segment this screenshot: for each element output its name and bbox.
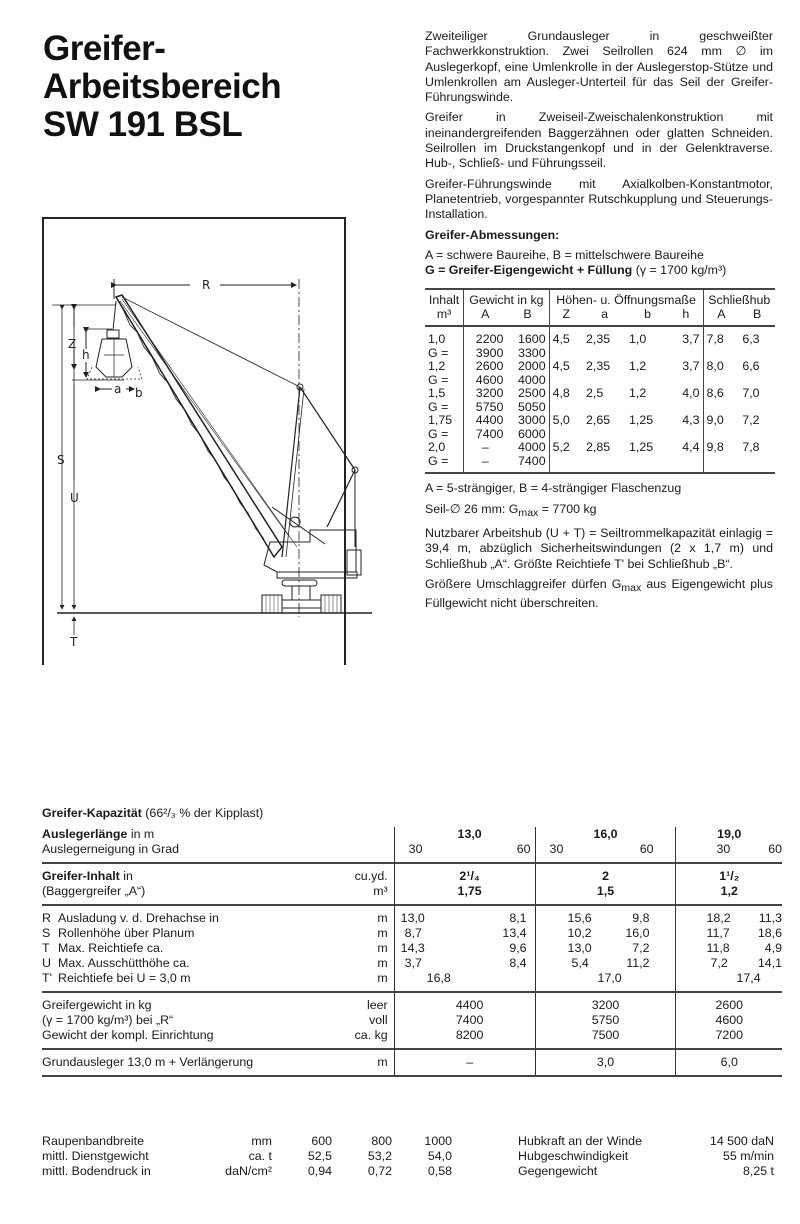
cell-a: 2,5: [586, 386, 604, 401]
cell-z: 5,0: [549, 414, 583, 428]
spec-val: 800: [371, 1134, 392, 1148]
dimensions-legend-2: [425, 263, 773, 278]
cell-hub-b: 6,3: [742, 332, 760, 347]
cell-weight-a: 4400: [464, 414, 507, 428]
cell-hub-a: 9,8: [703, 441, 739, 455]
val: 14,3: [400, 941, 425, 955]
note-seil: [425, 502, 773, 521]
note-4-post: aus Eigengewicht plus Füllgewicht nicht überschreiten.: [425, 576, 773, 611]
voll-16: 5750: [535, 1013, 676, 1028]
cell-b: 1,25: [629, 440, 654, 455]
cell-g-label: G =: [428, 426, 449, 441]
col-gewicht-a: A: [464, 308, 507, 327]
dimensions-heading: Greifer-Abmessungen:: [425, 227, 560, 242]
title-line-1: Greifer-: [43, 29, 166, 68]
table-row-g: [425, 428, 775, 442]
verl-19: 6,0: [676, 1049, 782, 1076]
extension-unit: m: [332, 1049, 394, 1076]
cell-weight-a: 2600: [464, 360, 507, 374]
val: 7,2: [632, 941, 650, 955]
cell-g-b: 7400: [506, 455, 549, 474]
angle-30: 30: [408, 842, 423, 856]
col-schliess-a: A: [703, 308, 739, 327]
cell-g-label: G =: [425, 455, 464, 474]
cell-g-label: G =: [428, 399, 449, 414]
label-R-row: Ausladung v. d. Drehachse in: [58, 911, 219, 925]
cell-inhalt: 1,75: [428, 413, 453, 428]
note-4-sub: max: [621, 581, 642, 594]
row-weight-full: [42, 1013, 782, 1028]
spec-row: [518, 1164, 774, 1179]
cell-g-a: 5750: [464, 401, 507, 415]
m3-19: 1,2: [676, 884, 782, 905]
leer-19: 2600: [676, 992, 782, 1013]
val: 10,2: [567, 926, 592, 940]
cell-inhalt: 1,2: [428, 359, 446, 374]
boom-length-19: 19,0: [676, 827, 782, 842]
grab-content-in: in: [119, 869, 133, 883]
val: 11,3: [758, 911, 782, 925]
spec-val: 53,2: [367, 1149, 392, 1163]
val: 5,4: [571, 956, 589, 970]
cell-z: 4,5: [549, 360, 583, 374]
cell-weight-b: 3000: [518, 413, 546, 428]
row-S: [42, 926, 782, 941]
label-h: h: [82, 348, 90, 362]
val: 8,4: [509, 956, 527, 970]
cell-g-label: G =: [428, 372, 449, 387]
spec-label: Raupenbandbreite: [42, 1134, 144, 1148]
cell-b: 1,25: [629, 413, 654, 428]
m3-13: 1,75: [394, 884, 535, 905]
col-schliess-b: B: [739, 308, 775, 327]
legend-2-rest: (γ = 1700 kg/m³): [635, 263, 727, 278]
cell-hub-a: 8,6: [703, 387, 739, 401]
unit-m3: m³: [373, 884, 388, 898]
table-row: [425, 414, 775, 428]
spec-val: 1000: [424, 1134, 452, 1148]
m3-16: 1,5: [535, 884, 676, 905]
boom-angle-row: [42, 842, 782, 863]
spec-val: 600: [311, 1134, 332, 1148]
note-4-pre: Größere Umschlaggreifer dürfen G: [425, 576, 622, 591]
weight-label-2: (γ = 1700 kg/m³) bei „R“: [42, 1013, 174, 1027]
sym-T: T: [42, 941, 50, 955]
spec-label: mittl. Dienstgewicht: [42, 1149, 149, 1163]
cell-hub-a: 8,0: [703, 360, 739, 374]
legend-2-bold: G = Greifer-Eigengewicht + Füllung: [425, 263, 633, 278]
cuyd-13: 2¹/₄: [394, 863, 535, 884]
spec-row: [518, 1134, 774, 1149]
label-S: S: [57, 453, 65, 467]
cell-hub-b: 6,6: [742, 359, 760, 374]
table-row-g: [425, 455, 775, 474]
note-seil-pre: Seil-∅ 26 mm: G: [425, 501, 519, 516]
col-schliesshub: Schließhub: [703, 289, 775, 308]
cell-g-b: 3300: [518, 345, 546, 360]
note-seil-post: = 7700 kg: [538, 501, 597, 516]
spec-val: 0,58: [427, 1164, 452, 1178]
row-T: [42, 941, 782, 956]
table-row-g: [425, 374, 775, 388]
spec-val: 0,72: [367, 1164, 392, 1178]
cell-inhalt: 2,0: [428, 440, 446, 455]
cell-g-a: –: [464, 455, 507, 474]
spec-label: Hubgeschwindigkeit: [518, 1149, 629, 1163]
spec-unit: ca. t: [248, 1149, 272, 1163]
cell-z: 5,2: [549, 441, 583, 455]
val: 13,0: [400, 911, 425, 925]
row-extension: [42, 1049, 782, 1076]
val: 11,7: [706, 926, 730, 940]
dimensions-table: [425, 288, 775, 474]
cell-a: 2,85: [586, 440, 611, 455]
val: 18,2: [706, 911, 731, 925]
description-column: [425, 29, 773, 617]
cell-g-b: 5050: [518, 399, 546, 414]
cell-g-a: 4600: [464, 374, 507, 388]
unit: m: [377, 956, 388, 970]
cell-g-a: 3900: [464, 347, 507, 361]
capacity-table: [42, 827, 782, 1077]
val: 15,6: [567, 911, 592, 925]
val: 13,0: [567, 941, 592, 955]
col-a: a: [583, 308, 626, 327]
table-row: [425, 326, 775, 347]
cell-b: 1,2: [629, 359, 647, 374]
voll-13: 7400: [394, 1013, 535, 1028]
cell-weight-a: –: [464, 441, 507, 455]
label-T-row: Max. Reichtiefe ca.: [58, 941, 164, 955]
cell-hub-a: 7,8: [703, 326, 739, 347]
label-R: R: [202, 278, 211, 292]
val: 8,7: [404, 926, 422, 940]
boom-length-unit: in m: [127, 827, 155, 841]
spec-value: 14 500 daN: [709, 1134, 774, 1148]
cell-inhalt: 1,0: [428, 332, 446, 347]
cell-weight-b: 1600: [518, 332, 546, 347]
cell-a: 2,65: [586, 413, 611, 428]
cell-weight-a: 3200: [464, 387, 507, 401]
grab-type-label: (Baggergreifer „A“): [42, 884, 146, 898]
boom-length-16: 16,0: [535, 827, 676, 842]
spec-unit: mm: [251, 1134, 272, 1148]
capacity-section: [42, 806, 782, 1077]
capacity-title-rest: (66²/₃ % der Kipplast): [145, 806, 264, 820]
unit: m: [332, 905, 394, 926]
col-z: Z: [549, 308, 583, 327]
sym-R: R: [42, 911, 51, 925]
col-inhalt: Inhalt: [425, 289, 464, 308]
table-row-g: [425, 347, 775, 361]
sym-U: U: [42, 956, 51, 970]
spec-row: [518, 1149, 774, 1164]
capacity-title-bold: Greifer-Kapazität: [42, 806, 142, 820]
table-row: [425, 441, 775, 455]
cell-h: 4,3: [682, 413, 700, 428]
cell-weight-a: 2200: [464, 326, 507, 347]
description-para-1: Zweiteiliger Grundausleger in geschweißter Fachwerkkonstruktion. Zwei Seilrollen 624 mm ∅ im Auslegerkopf, eine Umlenkrolle in der Auslegerstop-Stütze und Umlenkrollen am Ausleger-Unterteil für das Seil der Greifer-Führungswinde.: [425, 29, 773, 105]
title-line-2: Arbeitsbereich: [43, 67, 282, 106]
val: 8,1: [509, 911, 527, 925]
col-masse: Höhen- u. Öffnungsmaße: [549, 289, 703, 308]
cell-b: 1,2: [629, 386, 647, 401]
cell-h: 4,4: [682, 440, 700, 455]
val: 3,7: [404, 956, 422, 970]
val: 16,0: [625, 926, 650, 940]
extension-label: Grundausleger 13,0 m + Verlängerung: [42, 1049, 332, 1076]
dimensions-table-body: [425, 326, 775, 473]
spec-val: 52,5: [307, 1149, 332, 1163]
angle-60: 60: [639, 842, 654, 856]
col-gewicht: Gewicht in kg: [464, 289, 549, 308]
grab-content-row: [42, 863, 782, 884]
cell-weight-b: 2500: [518, 386, 546, 401]
cell-z: 4,8: [549, 387, 583, 401]
cell-hub-a: 9,0: [703, 414, 739, 428]
cell-a: 2,35: [586, 332, 611, 347]
cuyd-16: 2: [535, 863, 676, 884]
spec-value: 8,25 t: [742, 1164, 774, 1178]
note-flaschenzug: A = 5-strängiger, B = 4-strängiger Flaschenzug: [425, 481, 682, 496]
spec-row: [42, 1134, 452, 1149]
page-title: [43, 30, 281, 144]
crane-illustration: [42, 217, 412, 665]
val: 4,9: [764, 941, 782, 955]
voll-19: 4600: [676, 1013, 782, 1028]
row-U: [42, 956, 782, 971]
cell-hub-b: 7,0: [742, 386, 760, 401]
val: 11,8: [706, 941, 730, 955]
crawler-specs: [42, 1134, 452, 1179]
col-h: h: [669, 308, 703, 327]
unit-cuyd: cu.yd.: [332, 863, 394, 884]
spec-val: 54,0: [427, 1149, 452, 1163]
cell-weight-b: 4000: [518, 440, 546, 455]
sym-S: S: [42, 926, 51, 940]
table-row-g: [425, 401, 775, 415]
cell-weight-b: 2000: [518, 359, 546, 374]
unit: m: [377, 971, 388, 985]
grab-content-m3-row: [42, 884, 782, 905]
cell-h: 3,7: [682, 359, 700, 374]
boom-length-row: [42, 827, 782, 842]
row-weight-empty: [42, 992, 782, 1013]
note-seil-sub: max: [518, 506, 539, 519]
val: 18,6: [757, 926, 782, 940]
verl-16: 3,0: [535, 1049, 676, 1076]
tprime-16: 17,0: [535, 971, 676, 992]
cell-z: 4,5: [549, 326, 583, 347]
row-R: [42, 905, 782, 926]
table-row: [425, 360, 775, 374]
crane-drawing: [42, 217, 412, 665]
spec-value: 55 m/min: [723, 1149, 774, 1163]
boom-length-label: Auslegerlänge: [42, 827, 128, 841]
label-T-prime-row: Reichtiefe bei U = 3,0 m: [58, 971, 191, 985]
winch-specs: [518, 1134, 774, 1179]
title-line-3: SW 191 BSL: [43, 105, 243, 144]
weight-label-3: Gewicht der kompl. Einrichtung: [42, 1028, 214, 1042]
leer-13: 4400: [394, 992, 535, 1013]
unit: m: [377, 926, 388, 940]
label-Z: Z: [68, 337, 77, 351]
cell-inhalt: 1,5: [428, 386, 446, 401]
spec-label: Gegengewicht: [518, 1164, 598, 1178]
val: 14,1: [757, 956, 782, 970]
tprime-13: 16,8: [394, 971, 535, 992]
cell-b: 1,0: [629, 332, 647, 347]
ges-16: 7500: [535, 1028, 676, 1049]
cell-g-b: 4000: [518, 372, 546, 387]
cell-g-b: 6000: [518, 426, 546, 441]
row-weight-total: [42, 1028, 782, 1049]
grab-content-label: Greifer-Inhalt: [42, 869, 120, 883]
weight-label-1: Greifergewicht in kg: [42, 992, 332, 1013]
boom-length-13: 13,0: [394, 827, 535, 842]
cell-hub-b: 7,2: [742, 413, 760, 428]
angle-30: 30: [549, 842, 564, 856]
ges-13: 8200: [394, 1028, 535, 1049]
cell-g-a: 7400: [464, 428, 507, 442]
val: 13,4: [502, 926, 527, 940]
cell-h: 3,7: [682, 332, 700, 347]
row-T-prime: [42, 971, 782, 992]
spec-row: [42, 1164, 452, 1179]
spec-label: Hubkraft an der Winde: [518, 1134, 642, 1148]
val: 9,8: [632, 911, 650, 925]
verl-13: –: [394, 1049, 535, 1076]
cuyd-19: 1¹/₂: [676, 863, 782, 884]
label-T: T: [70, 635, 78, 649]
dimensions-legend-1: A = schwere Baureihe, B = mittelschwere Baureihe: [425, 247, 704, 262]
unit: m: [377, 941, 388, 955]
description-para-2: Greifer in Zweiseil-Zweischalenkonstruktion mit ineinandergreifenden Baggerzähnen oder glatten Schneiden. Seilrollen im Druckstangenkopf und in der Gelenktraverse. Hub-, Schließ- und Führungsseil.: [425, 110, 773, 171]
unit-cakg: ca. kg: [354, 1028, 388, 1042]
col-gewicht-b: B: [506, 308, 549, 327]
winch-specs-table: [518, 1134, 774, 1179]
cell-hub-b: 7,8: [742, 440, 760, 455]
boom-angle-label: Auslegerneigung in Grad: [42, 842, 180, 856]
angle-60: 60: [768, 842, 782, 856]
col-b: b: [626, 308, 669, 327]
angle-30: 30: [716, 842, 731, 856]
angle-60: 60: [516, 842, 531, 856]
leer-16: 3200: [535, 992, 676, 1013]
spec-label: mittl. Bodendruck in: [42, 1164, 151, 1178]
label-S-row: Rollenhöhe über Planum: [58, 926, 195, 940]
unit-leer: leer: [332, 992, 394, 1013]
spec-unit: daN/cm²: [225, 1164, 272, 1178]
sym-T-prime: T': [42, 971, 52, 985]
ges-19: 7200: [676, 1028, 782, 1049]
label-a: a: [114, 382, 122, 396]
cell-g-label: G =: [428, 345, 449, 360]
table-row: [425, 387, 775, 401]
cell-a: 2,35: [586, 359, 611, 374]
crawler-specs-table: [42, 1134, 452, 1179]
spec-val: 0,94: [307, 1164, 332, 1178]
label-b: b: [135, 386, 143, 400]
unit-voll: voll: [369, 1013, 388, 1027]
label-U-row: Max. Ausschütthöhe ca.: [58, 956, 190, 970]
cell-h: 4,0: [682, 386, 700, 401]
label-U: U: [70, 491, 79, 505]
val: 11,2: [626, 956, 650, 970]
val: 7,2: [710, 956, 728, 970]
tprime-19: 17,4: [676, 971, 782, 992]
val: 9,6: [509, 941, 527, 955]
col-inhalt-unit: m³: [425, 308, 464, 327]
capacity-title: [42, 806, 782, 820]
description-para-3: Greifer-Führungswinde mit Axialkolben-Konstantmotor, Planetentrieb, vorgespannter Rutschkupplung und Steuerungs-Installation.: [425, 176, 773, 222]
note-arbeitshub: Nutzbarer Arbeitshub (U + T) = Seiltrommelkapazität einlagig = 39,4 m, abzüglich Sicherheitswindungen (2 x 1,7 m) und Schließhub „A“. Größte Reichtiefe T' bei Schließhub „B“.: [425, 526, 773, 571]
spec-row: [42, 1149, 452, 1164]
note-umschlaggreifer: [425, 577, 773, 612]
